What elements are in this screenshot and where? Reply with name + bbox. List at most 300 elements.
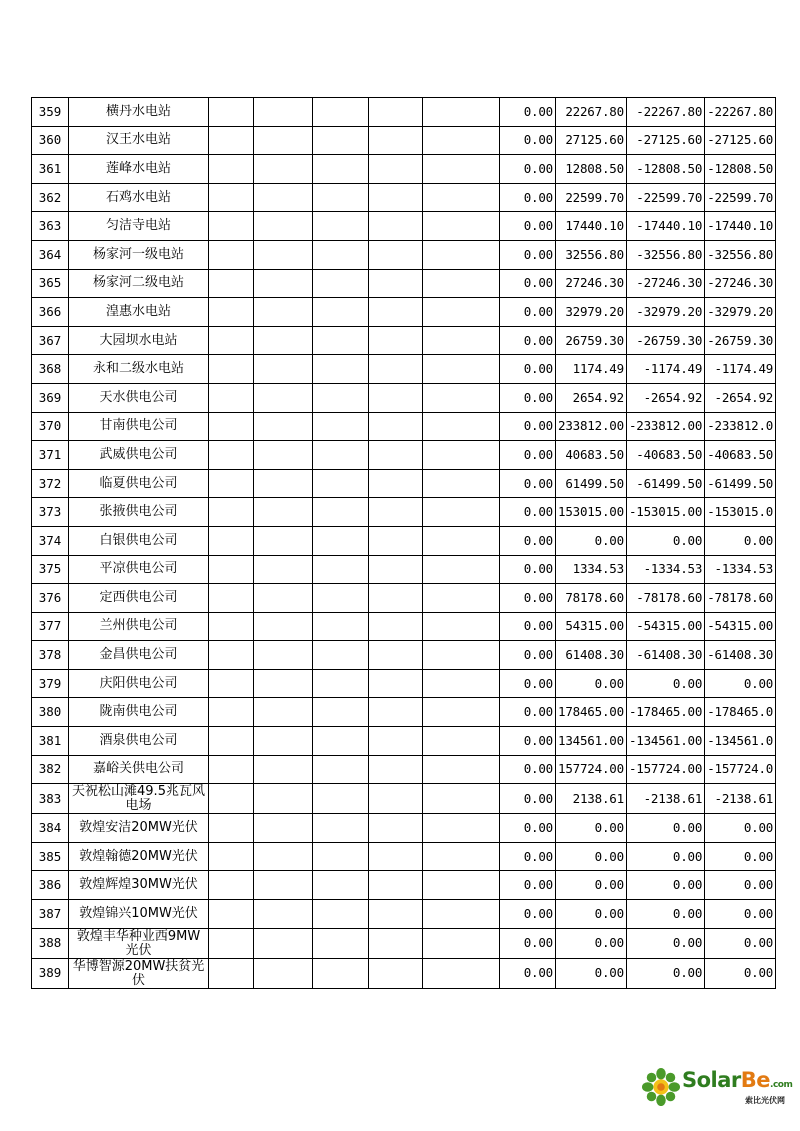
value-cell: 0.00 — [556, 900, 627, 929]
empty-cell — [369, 298, 423, 327]
empty-cell — [423, 326, 500, 355]
table-row — [32, 526, 776, 555]
empty-cell — [209, 928, 254, 958]
empty-cell — [209, 842, 254, 871]
empty-cell — [209, 814, 254, 843]
value-cell: 0.00 — [500, 155, 556, 184]
table-row — [32, 669, 776, 698]
empty-cell — [254, 928, 313, 958]
empty-cell — [209, 784, 254, 814]
value-cell: 0.00 — [556, 928, 627, 958]
empty-cell — [369, 612, 423, 641]
empty-cell — [369, 498, 423, 527]
value-cell: 2654.92 — [556, 383, 627, 412]
empty-cell — [254, 526, 313, 555]
value-cell: -2654.92 — [626, 383, 704, 412]
empty-cell — [209, 900, 254, 929]
empty-cell — [423, 469, 500, 498]
entity-name: 天祝松山滩49.5兆瓦风电场 — [69, 784, 209, 814]
empty-cell — [313, 98, 369, 127]
empty-cell — [423, 958, 500, 988]
value-cell: -2138.61 — [705, 784, 776, 814]
entity-name: 白银供电公司 — [69, 526, 209, 555]
empty-cell — [254, 584, 313, 613]
empty-cell — [254, 727, 313, 756]
empty-cell — [369, 584, 423, 613]
value-cell: 134561.00 — [556, 727, 627, 756]
table-row — [32, 98, 776, 127]
empty-cell — [209, 98, 254, 127]
value-cell: -27246.30 — [626, 269, 704, 298]
entity-name: 湟惠水电站 — [69, 298, 209, 327]
value-cell: 78178.60 — [556, 584, 627, 613]
value-cell: 0.00 — [705, 958, 776, 988]
value-cell: -78178.60 — [626, 584, 704, 613]
empty-cell — [369, 555, 423, 584]
table-row — [32, 958, 776, 988]
value-cell: 0.00 — [626, 900, 704, 929]
entity-name: 兰州供电公司 — [69, 612, 209, 641]
entity-name: 石鸡水电站 — [69, 183, 209, 212]
empty-cell — [423, 612, 500, 641]
value-cell: 0.00 — [500, 958, 556, 988]
value-cell: 0.00 — [500, 240, 556, 269]
value-cell: 17440.10 — [556, 212, 627, 241]
value-cell: -2138.61 — [626, 784, 704, 814]
empty-cell — [313, 498, 369, 527]
table-row — [32, 727, 776, 756]
row-number: 372 — [32, 469, 69, 498]
value-cell: -153015.00 — [626, 498, 704, 527]
value-cell: 1174.49 — [556, 355, 627, 384]
entity-name: 永和二级水电站 — [69, 355, 209, 384]
value-cell: 0.00 — [626, 928, 704, 958]
value-cell: 0.00 — [500, 126, 556, 155]
empty-cell — [254, 269, 313, 298]
row-number: 378 — [32, 641, 69, 670]
empty-cell — [209, 126, 254, 155]
value-cell: -32979.20 — [626, 298, 704, 327]
value-cell: 0.00 — [500, 612, 556, 641]
empty-cell — [313, 669, 369, 698]
row-number: 381 — [32, 727, 69, 756]
row-number: 389 — [32, 958, 69, 988]
row-number: 363 — [32, 212, 69, 241]
empty-cell — [369, 469, 423, 498]
value-cell: 40683.50 — [556, 441, 627, 470]
table-row — [32, 183, 776, 212]
value-cell: 0.00 — [500, 928, 556, 958]
value-cell: -32556.80 — [705, 240, 776, 269]
empty-cell — [313, 871, 369, 900]
value-cell: -27125.60 — [626, 126, 704, 155]
table-row — [32, 612, 776, 641]
empty-cell — [209, 183, 254, 212]
empty-cell — [313, 928, 369, 958]
row-number: 360 — [32, 126, 69, 155]
value-cell: 32979.20 — [556, 298, 627, 327]
value-cell: -78178.60 — [705, 584, 776, 613]
empty-cell — [209, 555, 254, 584]
value-cell: 0.00 — [500, 641, 556, 670]
value-cell: -40683.50 — [705, 441, 776, 470]
empty-cell — [369, 755, 423, 784]
value-cell: -17440.10 — [705, 212, 776, 241]
row-number: 383 — [32, 784, 69, 814]
empty-cell — [254, 126, 313, 155]
value-cell: 157724.00 — [556, 755, 627, 784]
empty-cell — [423, 212, 500, 241]
row-number: 387 — [32, 900, 69, 929]
empty-cell — [254, 698, 313, 727]
empty-cell — [209, 212, 254, 241]
table-row — [32, 126, 776, 155]
row-number: 375 — [32, 555, 69, 584]
row-number: 361 — [32, 155, 69, 184]
table-row — [32, 641, 776, 670]
entity-name: 酒泉供电公司 — [69, 727, 209, 756]
row-number: 374 — [32, 526, 69, 555]
entity-name: 敦煌辉煌30MW光伏 — [69, 871, 209, 900]
value-cell: 0.00 — [705, 900, 776, 929]
empty-cell — [209, 871, 254, 900]
row-number: 380 — [32, 698, 69, 727]
empty-cell — [313, 555, 369, 584]
value-cell: -1174.49 — [705, 355, 776, 384]
entity-name: 汉王水电站 — [69, 126, 209, 155]
value-cell: 0.00 — [626, 958, 704, 988]
row-number: 366 — [32, 298, 69, 327]
value-cell: -233812.0 — [705, 412, 776, 441]
empty-cell — [369, 641, 423, 670]
empty-cell — [369, 526, 423, 555]
entity-name: 陇南供电公司 — [69, 698, 209, 727]
value-cell: 0.00 — [500, 727, 556, 756]
table-row — [32, 498, 776, 527]
value-cell: 0.00 — [556, 958, 627, 988]
row-number: 362 — [32, 183, 69, 212]
empty-cell — [369, 928, 423, 958]
empty-cell — [209, 441, 254, 470]
entity-name: 嘉峪关供电公司 — [69, 755, 209, 784]
entity-name: 武威供电公司 — [69, 441, 209, 470]
entity-name: 莲峰水电站 — [69, 155, 209, 184]
value-cell: -61408.30 — [705, 641, 776, 670]
row-number: 364 — [32, 240, 69, 269]
table-row — [32, 269, 776, 298]
empty-cell — [254, 900, 313, 929]
entity-name: 横丹水电站 — [69, 98, 209, 127]
table-row — [32, 755, 776, 784]
value-cell: -54315.00 — [626, 612, 704, 641]
empty-cell — [369, 871, 423, 900]
entity-name: 杨家河一级电站 — [69, 240, 209, 269]
value-cell: 0.00 — [705, 928, 776, 958]
empty-cell — [209, 469, 254, 498]
entity-name: 华博智源20MW扶贫光伏 — [69, 958, 209, 988]
value-cell: 0.00 — [500, 98, 556, 127]
entity-name: 金昌供电公司 — [69, 641, 209, 670]
empty-cell — [369, 784, 423, 814]
empty-cell — [254, 383, 313, 412]
value-cell: 27125.60 — [556, 126, 627, 155]
empty-cell — [369, 355, 423, 384]
empty-cell — [209, 355, 254, 384]
empty-cell — [209, 240, 254, 269]
empty-cell — [209, 727, 254, 756]
value-cell: 0.00 — [705, 814, 776, 843]
value-cell: 0.00 — [500, 871, 556, 900]
value-cell: 0.00 — [626, 814, 704, 843]
empty-cell — [313, 155, 369, 184]
row-number: 379 — [32, 669, 69, 698]
empty-cell — [254, 612, 313, 641]
empty-cell — [209, 326, 254, 355]
empty-cell — [369, 814, 423, 843]
empty-cell — [423, 155, 500, 184]
value-cell: 0.00 — [500, 814, 556, 843]
row-number: 371 — [32, 441, 69, 470]
empty-cell — [209, 155, 254, 184]
sunflower-icon — [642, 1068, 680, 1106]
value-cell: 0.00 — [500, 784, 556, 814]
empty-cell — [313, 469, 369, 498]
value-cell: 0.00 — [500, 498, 556, 527]
empty-cell — [254, 958, 313, 988]
entity-name: 大园坝水电站 — [69, 326, 209, 355]
empty-cell — [423, 498, 500, 527]
table-row — [32, 555, 776, 584]
value-cell: 32556.80 — [556, 240, 627, 269]
row-number: 370 — [32, 412, 69, 441]
empty-cell — [369, 842, 423, 871]
value-cell: 0.00 — [556, 814, 627, 843]
value-cell: 0.00 — [500, 269, 556, 298]
value-cell: 0.00 — [705, 526, 776, 555]
value-cell: 0.00 — [500, 900, 556, 929]
table-row — [32, 212, 776, 241]
empty-cell — [209, 383, 254, 412]
table-row — [32, 842, 776, 871]
empty-cell — [254, 842, 313, 871]
empty-cell — [254, 98, 313, 127]
value-cell: -27246.30 — [705, 269, 776, 298]
empty-cell — [209, 412, 254, 441]
empty-cell — [313, 958, 369, 988]
empty-cell — [209, 755, 254, 784]
empty-cell — [423, 928, 500, 958]
empty-cell — [254, 240, 313, 269]
value-cell: -1334.53 — [705, 555, 776, 584]
empty-cell — [369, 155, 423, 184]
empty-cell — [423, 240, 500, 269]
entity-name: 敦煌翰德20MW光伏 — [69, 842, 209, 871]
empty-cell — [423, 641, 500, 670]
empty-cell — [369, 212, 423, 241]
table-row — [32, 155, 776, 184]
value-cell: 0.00 — [500, 326, 556, 355]
entity-name: 平凉供电公司 — [69, 555, 209, 584]
brand-wordmark: SolarBe.com — [682, 1068, 793, 1092]
empty-cell — [369, 669, 423, 698]
value-cell: 26759.30 — [556, 326, 627, 355]
empty-cell — [369, 958, 423, 988]
empty-cell — [254, 641, 313, 670]
value-cell: -178465.00 — [626, 698, 704, 727]
value-cell: -12808.50 — [705, 155, 776, 184]
empty-cell — [423, 698, 500, 727]
value-cell: -22599.70 — [626, 183, 704, 212]
empty-cell — [313, 269, 369, 298]
data-table — [31, 97, 776, 989]
row-number: 373 — [32, 498, 69, 527]
value-cell: 0.00 — [626, 669, 704, 698]
value-cell: 0.00 — [556, 871, 627, 900]
value-cell: 0.00 — [500, 383, 556, 412]
empty-cell — [254, 469, 313, 498]
row-number: 368 — [32, 355, 69, 384]
value-cell: 61408.30 — [556, 641, 627, 670]
value-cell: 0.00 — [500, 526, 556, 555]
empty-cell — [209, 698, 254, 727]
empty-cell — [313, 900, 369, 929]
brand-subtitle: 索比光伏网 — [745, 1096, 785, 1105]
empty-cell — [313, 355, 369, 384]
empty-cell — [254, 441, 313, 470]
empty-cell — [209, 584, 254, 613]
empty-cell — [423, 900, 500, 929]
row-number: 359 — [32, 98, 69, 127]
value-cell: 22267.80 — [556, 98, 627, 127]
value-cell: 0.00 — [500, 584, 556, 613]
table-row — [32, 469, 776, 498]
value-cell: 0.00 — [500, 298, 556, 327]
empty-cell — [423, 126, 500, 155]
empty-cell — [254, 755, 313, 784]
empty-cell — [369, 412, 423, 441]
value-cell: 1334.53 — [556, 555, 627, 584]
empty-cell — [369, 240, 423, 269]
empty-cell — [313, 212, 369, 241]
value-cell: -12808.50 — [626, 155, 704, 184]
entity-name: 庆阳供电公司 — [69, 669, 209, 698]
entity-name: 甘南供电公司 — [69, 412, 209, 441]
empty-cell — [254, 212, 313, 241]
empty-cell — [313, 441, 369, 470]
empty-cell — [423, 555, 500, 584]
value-cell: 0.00 — [500, 555, 556, 584]
value-cell: -17440.10 — [626, 212, 704, 241]
value-cell: 0.00 — [556, 526, 627, 555]
empty-cell — [209, 641, 254, 670]
value-cell: 27246.30 — [556, 269, 627, 298]
value-cell: -40683.50 — [626, 441, 704, 470]
empty-cell — [313, 784, 369, 814]
value-cell: 0.00 — [556, 842, 627, 871]
empty-cell — [313, 727, 369, 756]
value-cell: 0.00 — [500, 183, 556, 212]
empty-cell — [313, 755, 369, 784]
empty-cell — [209, 526, 254, 555]
table-row — [32, 928, 776, 958]
value-cell: 22599.70 — [556, 183, 627, 212]
entity-name: 敦煌丰华种业西9MW光伏 — [69, 928, 209, 958]
empty-cell — [423, 441, 500, 470]
empty-cell — [313, 526, 369, 555]
value-cell: 0.00 — [500, 842, 556, 871]
empty-cell — [313, 183, 369, 212]
value-cell: 61499.50 — [556, 469, 627, 498]
value-cell: 0.00 — [705, 669, 776, 698]
empty-cell — [423, 871, 500, 900]
value-cell: -61499.50 — [705, 469, 776, 498]
value-cell: 12808.50 — [556, 155, 627, 184]
empty-cell — [313, 641, 369, 670]
table-row — [32, 441, 776, 470]
entity-name: 敦煌锦兴10MW光伏 — [69, 900, 209, 929]
value-cell: 0.00 — [626, 871, 704, 900]
value-cell: -233812.00 — [626, 412, 704, 441]
empty-cell — [423, 98, 500, 127]
empty-cell — [423, 355, 500, 384]
row-number: 376 — [32, 584, 69, 613]
empty-cell — [369, 98, 423, 127]
row-number: 385 — [32, 842, 69, 871]
value-cell: -1334.53 — [626, 555, 704, 584]
value-cell: 0.00 — [626, 526, 704, 555]
empty-cell — [313, 326, 369, 355]
value-cell: 178465.00 — [556, 698, 627, 727]
empty-cell — [209, 669, 254, 698]
empty-cell — [254, 669, 313, 698]
value-cell: 0.00 — [500, 212, 556, 241]
table-row — [32, 240, 776, 269]
value-cell: -1174.49 — [626, 355, 704, 384]
value-cell: 0.00 — [500, 355, 556, 384]
table-row — [32, 298, 776, 327]
value-cell: -178465.0 — [705, 698, 776, 727]
empty-cell — [369, 441, 423, 470]
empty-cell — [254, 555, 313, 584]
value-cell: -61499.50 — [626, 469, 704, 498]
empty-cell — [423, 727, 500, 756]
empty-cell — [254, 355, 313, 384]
table-row — [32, 383, 776, 412]
value-cell: 54315.00 — [556, 612, 627, 641]
value-cell: 0.00 — [500, 698, 556, 727]
value-cell: 0.00 — [556, 669, 627, 698]
row-number: 388 — [32, 928, 69, 958]
table-row — [32, 784, 776, 814]
value-cell: -134561.00 — [626, 727, 704, 756]
value-cell: -157724.0 — [705, 755, 776, 784]
value-cell: -2654.92 — [705, 383, 776, 412]
empty-cell — [209, 612, 254, 641]
empty-cell — [369, 326, 423, 355]
empty-cell — [369, 383, 423, 412]
table-row — [32, 871, 776, 900]
value-cell: -26759.30 — [626, 326, 704, 355]
value-cell: -32556.80 — [626, 240, 704, 269]
empty-cell — [423, 669, 500, 698]
empty-cell — [313, 842, 369, 871]
empty-cell — [423, 755, 500, 784]
row-number: 369 — [32, 383, 69, 412]
empty-cell — [313, 298, 369, 327]
table-row — [32, 355, 776, 384]
empty-cell — [313, 412, 369, 441]
value-cell: 0.00 — [500, 755, 556, 784]
